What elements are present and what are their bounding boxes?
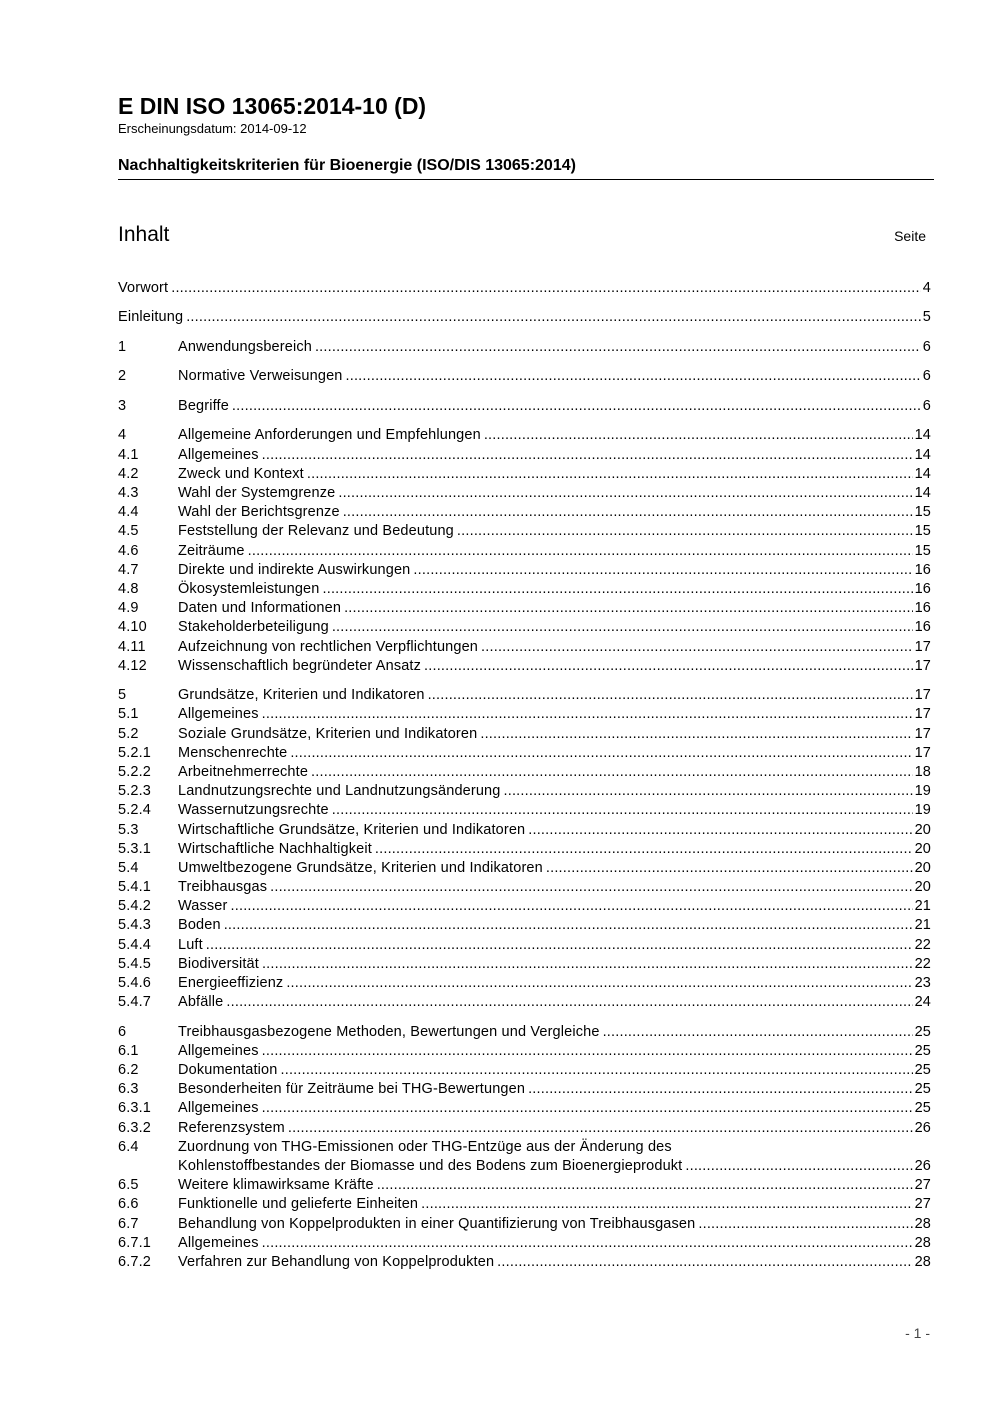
toc-entry-title: Wahl der Berichtsgrenze [178, 504, 340, 521]
toc-entry-page: 17 [914, 744, 931, 761]
toc-entry-title: Stakeholderbeteiligung [178, 619, 329, 636]
toc-entry[interactable] [118, 1042, 931, 1061]
toc-entry[interactable] [118, 503, 931, 522]
toc-entry[interactable] [118, 657, 931, 676]
toc-entry-title: Normative Verweisungen [178, 368, 343, 385]
dot-leader [375, 840, 913, 859]
toc-entry-page: 20 [914, 859, 931, 876]
toc-entry[interactable] [118, 801, 931, 820]
toc-entry-title: Luft [178, 936, 203, 953]
toc-entry-title: Daten und Informationen [178, 600, 342, 617]
document-id: E DIN ISO 13065:2014-10 (D) [118, 93, 427, 119]
toc-entry-page: 25 [914, 1081, 931, 1098]
toc-page-label: Seite [894, 228, 926, 244]
toc-entry[interactable] [118, 974, 931, 993]
dot-leader [286, 974, 912, 993]
dot-leader [224, 916, 913, 935]
toc-entry-page: 17 [914, 687, 931, 704]
dot-leader [231, 897, 913, 916]
toc-entry-number: 5.4.5 [118, 955, 151, 972]
dot-leader [428, 686, 913, 705]
toc-entry-number: 3 [118, 397, 127, 414]
dot-leader [528, 821, 912, 840]
toc-entry[interactable] [118, 917, 931, 936]
toc-entry[interactable] [118, 821, 931, 840]
toc-entry-page: 14 [914, 427, 931, 444]
toc-entry-page: 27 [914, 1177, 931, 1194]
toc-entry[interactable] [118, 328, 931, 358]
dot-leader [315, 338, 921, 357]
toc-entry-page: 26 [914, 1119, 931, 1136]
toc-entry-page: 6 [922, 368, 931, 385]
toc-entry-number: 4.5 [118, 523, 139, 540]
toc-entry[interactable] [118, 993, 931, 1012]
toc-entry-number: 6.3.1 [118, 1100, 151, 1117]
toc-entry-page: 27 [914, 1196, 931, 1213]
toc-entry-page: 24 [914, 994, 931, 1011]
toc-entry-number: 4.1 [118, 446, 139, 463]
toc-entry-title: Ökosystemleistungen [178, 580, 320, 597]
dot-leader [346, 367, 921, 386]
toc-entry-title: Zweck und Kontext [178, 465, 304, 482]
toc-entry-title: Allgemeine Anforderungen und Empfehlungen [178, 427, 481, 444]
toc-entry-title: Behandlung von Koppelprodukten in einer Quantifizierung von Treibhausgasen [178, 1215, 696, 1232]
toc-entry[interactable] [118, 638, 931, 657]
toc-entry[interactable] [118, 763, 931, 782]
toc-entry-title: Begriffe [178, 397, 229, 414]
toc-entry-title: Besonderheiten für Zeiträume bei THG-Bewertungen [178, 1081, 526, 1098]
toc-entry[interactable] [118, 782, 931, 801]
dot-leader [457, 522, 913, 541]
dot-leader [307, 465, 913, 484]
toc-entry-page: 15 [914, 542, 931, 559]
toc-entry-title: Wassernutzungsrechte [178, 802, 329, 819]
dot-leader [546, 859, 913, 878]
toc-entry-page: 16 [914, 619, 931, 636]
toc-entry-page: 6 [922, 338, 931, 355]
toc-entry-number: 5.4.7 [118, 994, 151, 1011]
toc-entry[interactable] [118, 618, 931, 637]
toc-entry-title: Dokumentation [178, 1062, 278, 1079]
dot-leader [424, 657, 913, 676]
toc-entry-number: 6.7 [118, 1215, 139, 1232]
toc-entry[interactable] [118, 542, 931, 561]
toc-entry-page: 20 [914, 840, 931, 857]
toc-entry[interactable] [118, 561, 931, 580]
toc-entry[interactable] [118, 1061, 931, 1080]
toc-entry[interactable] [118, 387, 931, 417]
toc-entry-number: 5.4.1 [118, 879, 151, 896]
dot-leader [332, 801, 913, 820]
toc-entry-page: 5 [922, 309, 931, 326]
toc-entry-number: 4.10 [118, 619, 147, 636]
dot-leader [171, 279, 921, 298]
toc-entry-title: Wirtschaftliche Grundsätze, Kriterien und Indikatoren [178, 821, 526, 838]
toc-entry-number: 5.1 [118, 706, 139, 723]
toc-entry-title: Treibhausgasbezogene Methoden, Bewertungen und Vergleiche [178, 1023, 600, 1040]
toc-entry-number: 5.4 [118, 859, 139, 876]
toc-entry[interactable] [118, 1195, 931, 1214]
toc-entry-page: 14 [914, 446, 931, 463]
toc-entry[interactable] [118, 522, 931, 541]
dot-leader [226, 993, 912, 1012]
dot-leader [262, 705, 913, 724]
toc-entry-title: Vorwort [118, 279, 169, 296]
toc-entry-page: 17 [914, 725, 931, 742]
dot-leader [262, 1234, 913, 1253]
dot-leader [248, 542, 913, 561]
dot-leader [528, 1080, 913, 1099]
toc-entry-page: 14 [914, 465, 931, 482]
toc-entry-title: Allgemeines [178, 1234, 259, 1251]
toc-entry[interactable] [118, 484, 931, 503]
toc-entry-number: 5.4.6 [118, 975, 151, 992]
toc-entry-number: 4.7 [118, 561, 139, 578]
document-title: Nachhaltigkeitskriterien für Bioenergie (ISO/DIS 13065:2014) [118, 156, 934, 180]
toc-entry-page: 28 [914, 1215, 931, 1232]
dot-leader [206, 936, 913, 955]
toc-entry[interactable] [118, 897, 931, 916]
dot-leader [338, 484, 912, 503]
toc-entry-number: 6.7.1 [118, 1234, 151, 1251]
toc-entry-title: Umweltbezogene Grundsätze, Kriterien und Indikatoren [178, 859, 543, 876]
toc-entry-page: 17 [914, 706, 931, 723]
toc-entry[interactable] [118, 580, 931, 599]
toc-header [118, 223, 926, 247]
dot-leader [232, 397, 921, 416]
toc-entry-title: Direkte und indirekte Auswirkungen [178, 561, 411, 578]
toc-entry-number: 6.3 [118, 1081, 139, 1098]
toc-entry-title-continued: Kohlenstoffbestandes der Biomasse und des Bodens zum Bioenergieprodukt [178, 1158, 683, 1175]
toc-entry-page: 19 [914, 783, 931, 800]
toc-entry-page: 25 [914, 1100, 931, 1117]
toc-entry-page: 20 [914, 879, 931, 896]
toc-entry-number: 6.6 [118, 1196, 139, 1213]
toc-entry-page: 18 [914, 763, 931, 780]
toc-entry-title: Arbeitnehmerrechte [178, 763, 309, 780]
toc-entry-page: 28 [914, 1234, 931, 1251]
toc-entry-title: Feststellung der Relevanz und Bedeutung [178, 523, 454, 540]
toc-entry[interactable] [118, 465, 931, 484]
toc-entry[interactable] [118, 1119, 931, 1138]
toc-entry[interactable] [118, 725, 931, 744]
toc-entry-title: Aufzeichnung von rechtlichen Verpflichtungen [178, 638, 479, 655]
toc-entry-title: Anwendungsbereich [178, 338, 312, 355]
dot-leader [421, 1195, 912, 1214]
dot-leader [484, 426, 913, 445]
document-header [118, 92, 934, 180]
dot-leader [480, 725, 912, 744]
toc-entry[interactable] [118, 1100, 931, 1119]
table-of-contents [118, 279, 931, 1272]
toc-entry-title: Allgemeines [178, 1042, 259, 1059]
dot-leader [262, 955, 913, 974]
toc-entry-number: 4.8 [118, 580, 139, 597]
toc-entry[interactable] [118, 878, 931, 897]
toc-entry-number: 4.3 [118, 485, 139, 502]
page-number: - 1 - [905, 1325, 930, 1341]
toc-entry-page: 15 [914, 504, 931, 521]
toc-entry[interactable] [118, 298, 931, 328]
toc-entry-title: Weitere klimawirksame Kräfte [178, 1177, 374, 1194]
dot-leader [262, 1099, 913, 1118]
toc-entry-number: 4.11 [118, 638, 146, 655]
toc-entry-number: 6.1 [118, 1042, 139, 1059]
toc-entry-number: 5.4.4 [118, 936, 151, 953]
dot-leader [288, 1119, 913, 1138]
toc-entry[interactable] [118, 1253, 931, 1272]
dot-leader [413, 561, 912, 580]
toc-entry-title: Wirtschaftliche Nachhaltigkeit [178, 840, 372, 857]
toc-entry-number: 5.2 [118, 725, 139, 742]
dot-leader [481, 638, 913, 657]
toc-entry-number: 4 [118, 427, 127, 444]
toc-entry-number: 4.12 [118, 657, 147, 674]
toc-entry-page: 15 [914, 523, 931, 540]
toc-entry-title: Verfahren zur Behandlung von Koppelprodukten [178, 1253, 495, 1270]
toc-entry-number: 5.4.2 [118, 898, 151, 915]
toc-entry-title: Wasser [178, 898, 228, 915]
dot-leader [504, 782, 913, 801]
toc-entry-title: Allgemeines [178, 706, 259, 723]
toc-entry-page: 22 [914, 955, 931, 972]
toc-entry-number: 6.3.2 [118, 1119, 151, 1136]
toc-entry-number: 5 [118, 687, 127, 704]
dot-leader [332, 618, 913, 637]
toc-entry-title: Allgemeines [178, 1100, 259, 1117]
publication-date: Erscheinungsdatum: 2014-09-12 [118, 121, 307, 136]
toc-entry-number: 5.3 [118, 821, 139, 838]
toc-entry[interactable] [118, 416, 931, 446]
toc-entry-page: 21 [914, 898, 931, 915]
toc-entry[interactable] [118, 599, 931, 618]
toc-entry[interactable] [118, 744, 931, 763]
toc-entry-number: 1 [118, 338, 127, 355]
toc-entry[interactable] [118, 279, 931, 298]
toc-entry[interactable] [118, 955, 931, 974]
toc-entry-number: 4.6 [118, 542, 139, 559]
toc-entry-page: 16 [914, 600, 931, 617]
toc-entry-title: Einleitung [118, 309, 184, 326]
toc-entry-page: 17 [914, 657, 931, 674]
toc-entry[interactable] [118, 446, 931, 465]
toc-entry-title: Abfälle [178, 994, 224, 1011]
toc-entry-number: 5.3.1 [118, 840, 151, 857]
toc-entry-number: 4.4 [118, 504, 139, 521]
toc-entry[interactable] [118, 859, 931, 878]
toc-entry-number: 4.9 [118, 600, 139, 617]
dot-leader [685, 1157, 912, 1176]
toc-entry-page: 21 [914, 917, 931, 934]
dot-leader [322, 580, 912, 599]
toc-entry-title: Funktionelle und gelieferte Einheiten [178, 1196, 419, 1213]
toc-entry-page: 16 [914, 561, 931, 578]
dot-leader [186, 308, 921, 327]
toc-entry-page: 28 [914, 1253, 931, 1270]
dot-leader [311, 763, 913, 782]
toc-entry-page: 6 [922, 397, 931, 414]
toc-entry[interactable] [118, 357, 931, 387]
toc-entry[interactable] [118, 676, 931, 706]
toc-entry[interactable] [118, 1215, 931, 1234]
dot-leader [497, 1253, 912, 1272]
toc-entry-number: 5.2.3 [118, 783, 151, 800]
toc-entry-number: 6.7.2 [118, 1253, 151, 1270]
toc-entry-number: 6.4 [118, 1138, 139, 1155]
toc-entry-page: 19 [914, 802, 931, 819]
toc-entry-page: 17 [914, 638, 931, 655]
toc-entry[interactable] [118, 1234, 931, 1253]
toc-entry-title: Treibhausgas [178, 879, 268, 896]
toc-heading: Inhalt [118, 223, 170, 246]
toc-entry-number: 4.2 [118, 465, 139, 482]
toc-entry[interactable] [118, 840, 931, 859]
toc-entry-number: 5.2.2 [118, 763, 151, 780]
toc-entry-title: Allgemeines [178, 446, 259, 463]
dot-leader [270, 878, 912, 897]
toc-entry[interactable] [118, 1176, 931, 1195]
dot-leader [280, 1061, 912, 1080]
dot-leader [262, 1042, 913, 1061]
toc-entry-number: 5.4.3 [118, 917, 151, 934]
toc-entry-title: Menschenrechte [178, 744, 288, 761]
toc-entry[interactable] [118, 1012, 931, 1042]
toc-entry-number: 5.2.1 [118, 744, 151, 761]
toc-entry-title: Wahl der Systemgrenze [178, 485, 336, 502]
toc-entry-number: 6 [118, 1023, 127, 1040]
toc-entry-title: Biodiversität [178, 955, 259, 972]
toc-entry-title: Boden [178, 917, 221, 934]
toc-entry-title: Landnutzungsrechte und Landnutzungsänderung [178, 783, 501, 800]
toc-entry-multiline[interactable] [118, 1138, 931, 1176]
dot-leader [290, 744, 912, 763]
toc-entry-page: 23 [914, 975, 931, 992]
toc-entry-page: 25 [914, 1023, 931, 1040]
dot-leader [262, 446, 913, 465]
toc-entry-title: Zuordnung von THG-Emissionen oder THG-Entzüge aus der Änderung des [178, 1138, 672, 1155]
toc-entry-title: Soziale Grundsätze, Kriterien und Indikatoren [178, 725, 478, 742]
toc-entry-title: Referenzsystem [178, 1119, 285, 1136]
toc-entry-number: 5.2.4 [118, 802, 151, 819]
dot-leader [698, 1215, 912, 1234]
toc-entry-number: 2 [118, 368, 127, 385]
toc-entry-page: 14 [914, 485, 931, 502]
toc-entry-page: 26 [914, 1158, 931, 1175]
dot-leader [603, 1023, 913, 1042]
toc-entry-title: Energieeffizienz [178, 975, 284, 992]
toc-entry-page: 25 [914, 1042, 931, 1059]
toc-entry-title: Wissenschaftlich begründeter Ansatz [178, 657, 422, 674]
toc-entry[interactable] [118, 1080, 931, 1099]
toc-entry-page: 16 [914, 580, 931, 597]
toc-entry-page: 20 [914, 821, 931, 838]
dot-leader [377, 1176, 913, 1195]
toc-entry-number: 6.5 [118, 1177, 139, 1194]
toc-entry-title: Grundsätze, Kriterien und Indikatoren [178, 687, 425, 704]
toc-entry-page: 4 [922, 279, 931, 296]
dot-leader [344, 599, 913, 618]
toc-entry-page: 25 [914, 1062, 931, 1079]
toc-entry-page: 22 [914, 936, 931, 953]
toc-entry[interactable] [118, 705, 931, 724]
toc-entry[interactable] [118, 936, 931, 955]
toc-entry-number: 6.2 [118, 1062, 139, 1079]
dot-leader [343, 503, 913, 522]
toc-entry-title: Zeiträume [178, 542, 245, 559]
